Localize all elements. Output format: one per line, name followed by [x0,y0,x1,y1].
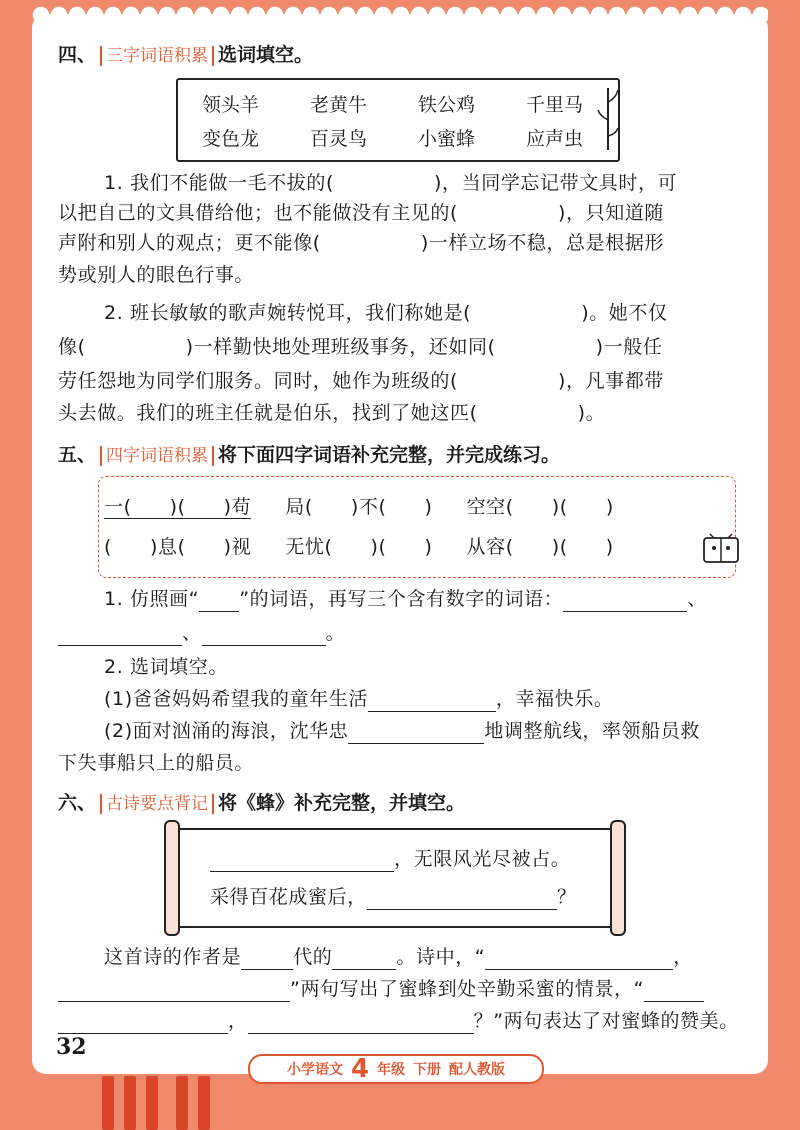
q4-2-line-2: 像( )一样勤快地处理班级事务，还如同( )一般任 [58,336,663,358]
decorative-stripe [124,1076,136,1130]
q6-line-3: ， ？”两句表达了对蜜蜂的赞美。 [58,1008,739,1034]
word-bank-item: 老黄牛 [310,94,368,116]
book-mascot-icon [700,528,744,568]
scroll-rod-left [164,820,180,936]
idiom-box [98,476,736,578]
section-tag: 四字词语积累 [100,446,214,466]
page-number: 32 [56,1034,87,1060]
decorative-stripe [146,1076,158,1130]
q4-2-line-4: 头去做。我们的班主任就是伯乐，找到了她这匹( )。 [58,402,606,424]
word-bank-item: 百灵鸟 [310,128,368,150]
q4-1-line-2: 以把自己的文具借给他；也不能做没有主见的( )，只知道随 [58,202,665,224]
section-tag: 古诗要点背记 [100,794,214,814]
word-bank-item: 应声虫 [526,128,584,150]
q5-2-title: 2. 选词填空。 [104,656,228,678]
idiom-row-1: 一( )( )苟 局( )不( ) 空空( )( ) [104,496,614,518]
poem-line-2: 采得百花成蜜后， ？ [210,886,577,908]
section-number: 四、 [58,44,97,66]
section-6-title: 六、 古诗要点背记 将《蜂》补充完整，并填空。 [58,792,466,814]
section-tag: 三字词语积累 [100,46,214,66]
section-5-title: 五、 四字词语积累 将下面四字词语补充完整，并完成练习。 [58,444,561,466]
q4-2-line-3: 劳任怨地为同学们服务。同时，她作为班级的( )，凡事都带 [58,370,665,392]
section-4-title [58,42,313,69]
word-bank-item: 千里马 [526,94,584,116]
poem-line-1: ，无限风光尽被占。 [210,846,570,872]
q5-2-2: (2)面对汹涌的海浪，沈华忠 地调整航线，率领船员救 [104,720,700,742]
q5-1-line-2: 、 。 [58,620,345,646]
word-bank-box [176,78,620,162]
poem-scroll [172,828,624,928]
q4-1-line-3: 声附和别人的观点；更不能像( )一样立场不稳，总是根据形 [58,232,665,254]
decorative-stripe [176,1076,188,1130]
q6-line-1: 这首诗的作者是 代的 。诗中，“ ， [104,946,693,968]
scroll-rod-right [610,820,626,936]
word-bank-item: 领头羊 [202,94,260,116]
q5-2-2-cont: 下失事船只上的船员。 [58,752,255,774]
bamboo-icon [596,86,620,152]
q5-2-1: (1)爸爸妈妈希望我的童年生活 ，幸福快乐。 [104,688,614,710]
idiom-row-2: ( )息( )视 无忧( )( ) 从容( )( ) [104,536,614,558]
scalloped-edge [32,6,768,24]
footer-book-label: 小学语文 4 年级 下册 配人教版 [248,1054,544,1084]
decorative-stripe [102,1076,114,1130]
q4-1-line-4: 势或别人的眼色行事。 [58,264,255,286]
q6-line-2: ”两句写出了蜜蜂到处辛勤采蜜的情景，“ [58,976,704,1002]
q5-1-line-1: 1. 仿照画“ ”的词语，再写三个含有数字的词语： 、 [104,588,707,610]
section-instruction: 选词填空。 [218,44,314,66]
word-bank-item: 铁公鸡 [418,94,476,116]
word-bank-item: 小蜜蜂 [418,128,476,150]
word-bank-item: 变色龙 [202,128,260,150]
q4-1-line-1: 1. 我们不能做一毛不拔的( )，当同学忘记带文具时，可 [104,172,678,194]
decorative-stripe [198,1076,210,1130]
q4-2-line-1: 2. 班长敏敏的歌声婉转悦耳，我们称她是( )。她不仅 [104,302,668,324]
